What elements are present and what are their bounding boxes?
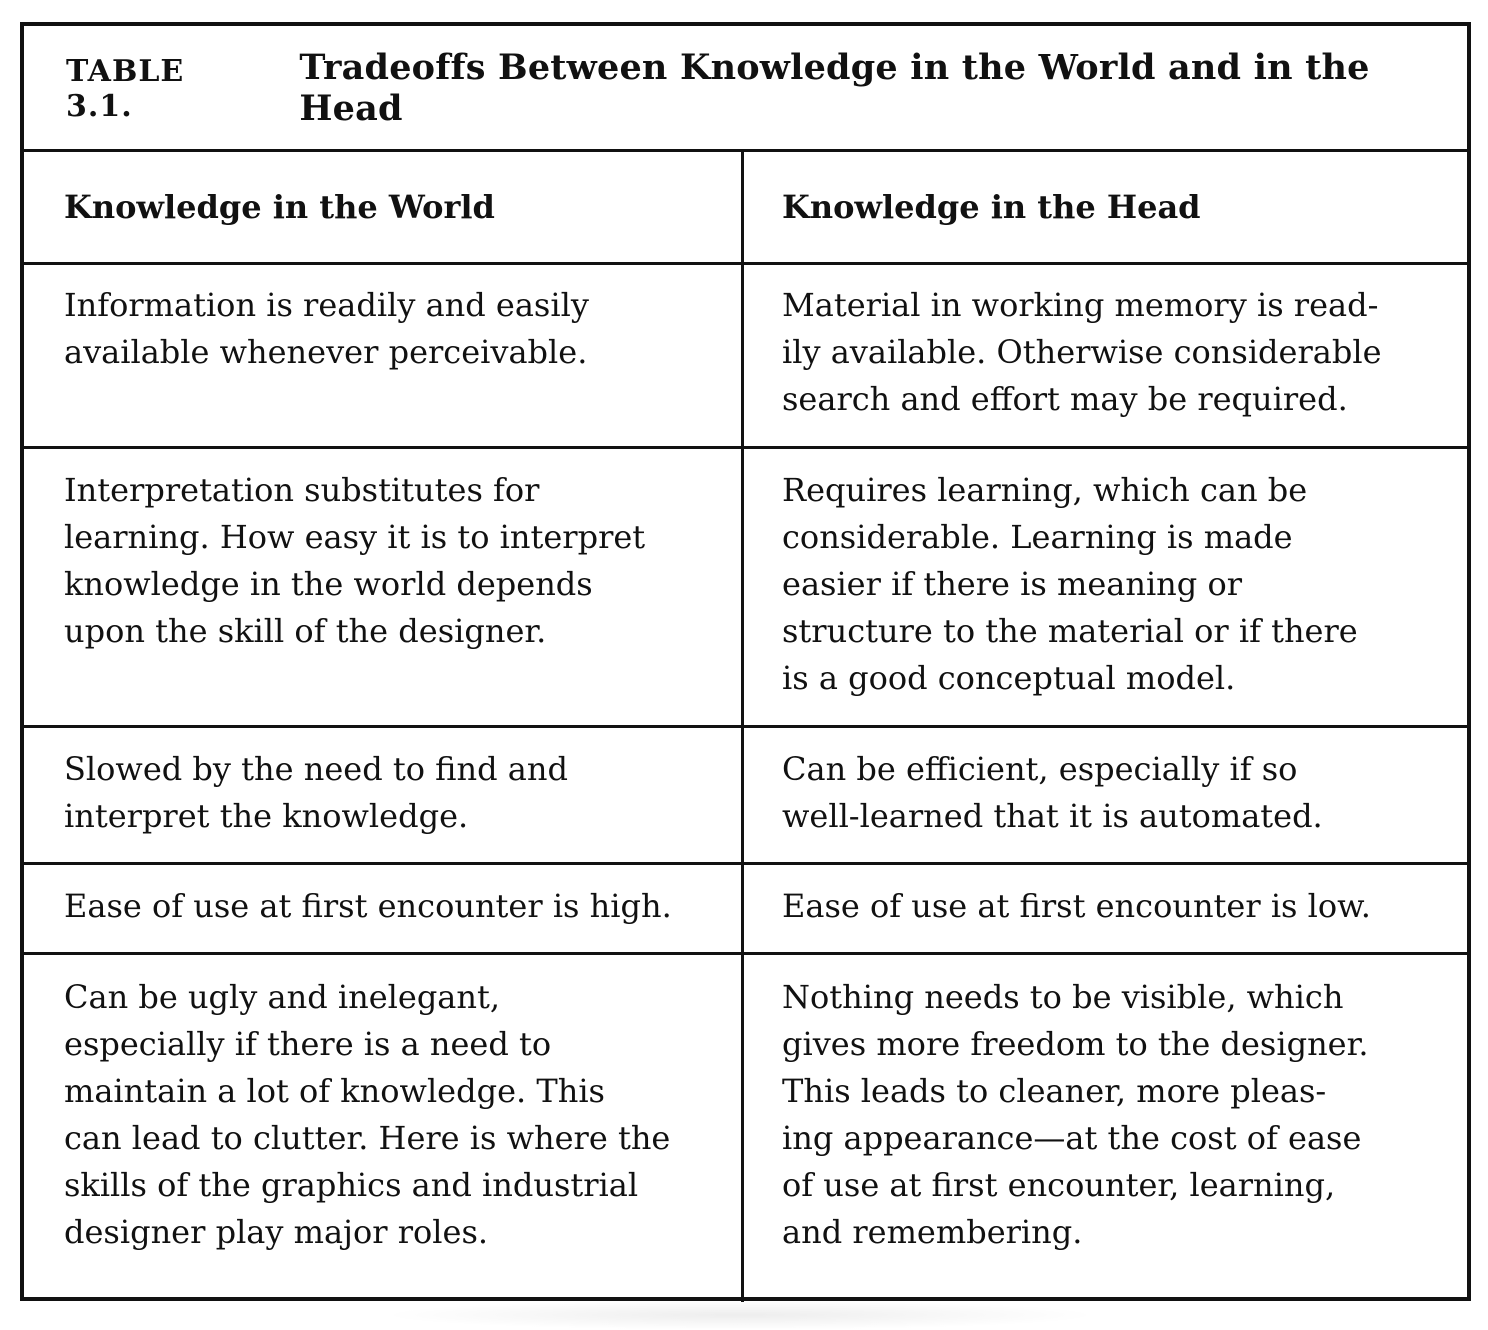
table-cell-world: Can be ugly and inelegant, especially if there is a need to maintain a lot of knowledge. This can lead to clutter. Here is where the skills of the graphics and industrial designer play major roles.: [24, 955, 744, 1302]
column-header-head: Knowledge in the Head: [744, 152, 1467, 265]
table-label: TABLE 3.1.: [66, 53, 185, 124]
column-header-world: Knowledge in the World: [24, 152, 744, 265]
table-cell-head: Nothing needs to be visible, which gives more freedom to the designer. This leads to cleaner, more pleas- ing appearance—at the cost of ease of use at first encounter, learning, and remembering.: [782, 978, 1369, 1251]
table-cell-world: Ease of use at first encounter is high.: [24, 865, 744, 955]
page-shadow: [380, 1300, 1100, 1330]
table-cell-head: Can be efficient, especially if so well-learned that it is automated.: [744, 728, 1467, 865]
table-body: [24, 152, 1467, 1302]
tradeoffs-table: [20, 22, 1471, 1301]
table-cell-world: Information is readily and easily available whenever perceivable.: [24, 265, 744, 449]
table-cell-world: Interpretation substitutes for learning. How easy it is to interpret knowledge in the world depends upon the skill of the designer.: [24, 449, 744, 728]
table-cell-world: Slowed by the need to find and interpret the knowledge.: [24, 728, 744, 865]
table-title: Tradeoffs Between Knowledge in the World and in the Head: [299, 46, 1370, 129]
table-cell-head: Requires learning, which can be considerable. Learning is made easier if there is meaning or structure to the material or if there is a good conceptual model.: [744, 449, 1467, 728]
table-cell-head: Material in working memory is read- ily available. Otherwise considerable search and effort may be required.: [744, 265, 1467, 449]
table-caption: [24, 26, 1467, 152]
table-cell-head: Ease of use at first encounter is low.: [744, 865, 1467, 955]
